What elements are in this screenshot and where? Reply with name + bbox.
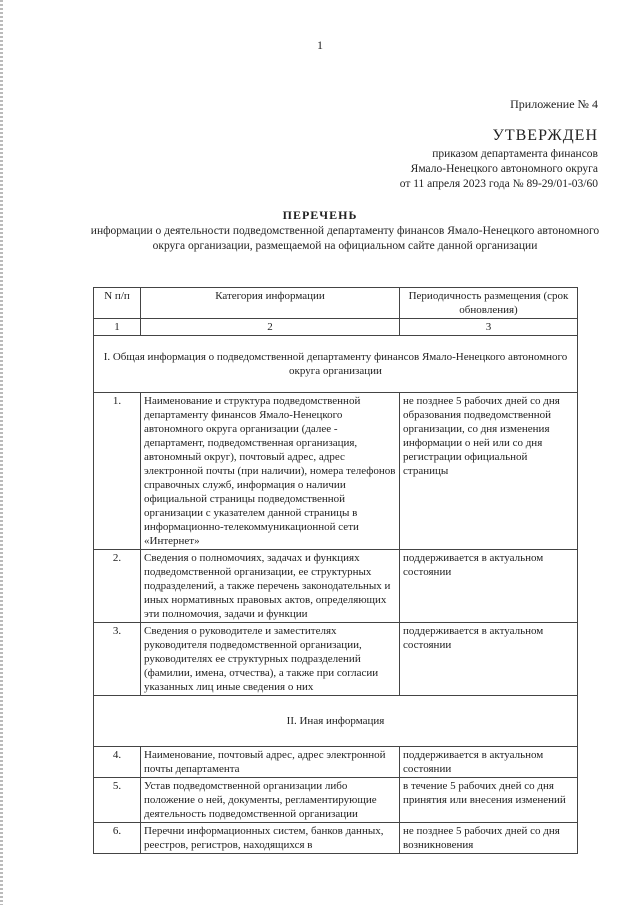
row-number: 5. [94, 778, 141, 823]
approval-line: Ямало-Ненецкого автономного округа [410, 163, 598, 175]
row-number: 4. [94, 747, 141, 778]
table-row [94, 747, 578, 778]
appendix-label: Приложение № 4 [510, 97, 598, 111]
column-header-period: Периодичность размещения (срок обновления) [400, 288, 578, 319]
row-period: поддерживается в актуальном состоянии [400, 623, 578, 696]
row-number: 2. [94, 550, 141, 623]
approval-block [400, 147, 598, 192]
information-table [93, 287, 578, 854]
section-heading-other: II. Иная информация [94, 696, 578, 747]
row-category: Перечни информационных систем, банков данных, реестров, регистров, находящихся в [141, 823, 400, 854]
table-row [94, 823, 578, 854]
index-cell: 1 [94, 319, 141, 336]
approval-line: от 11 апреля 2023 года № 89-29/01-03/60 [399, 178, 598, 190]
document-title: ПЕРЕЧЕНЬ [282, 208, 358, 222]
approved-heading: УТВЕРЖДЕН [492, 127, 598, 144]
row-category: Устав подведомственной организации либо положение о ней, документы, регламентирующие деятельность подведомственной организации [141, 778, 400, 823]
table-row [94, 623, 578, 696]
row-number: 6. [94, 823, 141, 854]
table-row [94, 778, 578, 823]
scan-edge [0, 0, 3, 905]
column-header-category: Категория информации [141, 288, 400, 319]
row-period: не позднее 5 рабочих дней со дня образования подведомственной организации, со дня изменения информации о ней или со дня регистрации официальной страницы [400, 393, 578, 550]
row-category: Сведения о руководителе и заместителях руководителя подведомственной организации, руководителях ее структурных подразделений (фамилии, имена, отчества), а также при согласии указанных лиц иные сведения о них [141, 623, 400, 696]
row-period: поддерживается в актуальном состоянии [400, 747, 578, 778]
index-cell: 2 [141, 319, 400, 336]
row-period: в течение 5 рабочих дней со дня принятия или внесения изменений [400, 778, 578, 823]
row-number: 3. [94, 623, 141, 696]
table-index-row [94, 319, 578, 336]
page-number: 1 [317, 38, 323, 52]
table-row [94, 550, 578, 623]
section-row [94, 696, 578, 747]
table-row [94, 393, 578, 550]
index-cell: 3 [400, 319, 578, 336]
approval-line: приказом департамента финансов [432, 148, 598, 160]
section-heading-general: I. Общая информация о подведомственной департаменту финансов Ямало-Ненецкого автономного округа организации [94, 336, 578, 393]
row-number: 1. [94, 393, 141, 550]
table-header-row [94, 288, 578, 319]
row-period: поддерживается в актуальном состоянии [400, 550, 578, 623]
document-subtitle: информации о деятельности подведомственной департаменту финансов Ямало-Ненецкого автономного округа организации, размещаемой на официальном сайте данной организации [90, 225, 600, 252]
row-category: Наименование, почтовый адрес, адрес электронной почты департамента [141, 747, 400, 778]
column-header-number: N п/п [94, 288, 141, 319]
row-category: Сведения о полномочиях, задачах и функциях подведомственной организации, ее структурных подразделений, а также перечень законодательных и иных нормативных правовых актов, определяющих эти полномочия, задачи и функции [141, 550, 400, 623]
row-period: не позднее 5 рабочих дней со дня возникновения [400, 823, 578, 854]
row-category: Наименование и структура подведомственной департаменту финансов Ямало-Ненецкого автономного округа организации (далее - департамент, подведомственная организация, автономный округ), почтовый адрес, адрес электронной почты (при наличии), номера телефонов справочных служб, информация о наличии официальной страницы подведомственной организации с указателем данной страницы в информационно-телекоммуникационной сети «Интернет» [141, 393, 400, 550]
section-row [94, 336, 578, 393]
